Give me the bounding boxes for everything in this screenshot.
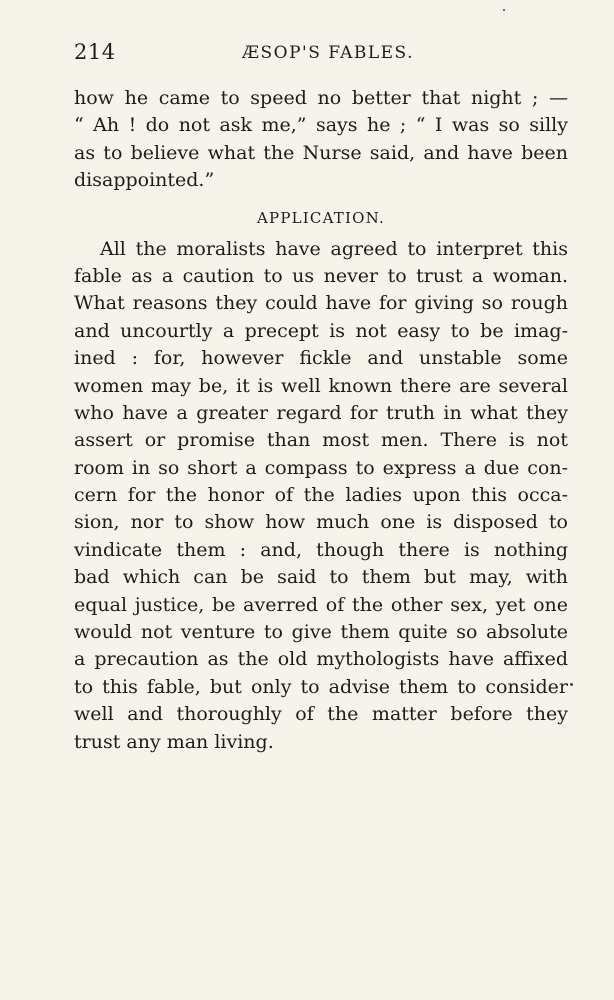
closing-paragraph [74, 85, 568, 195]
text-line: who have a greater regard for truth in what they [74, 401, 568, 424]
text-line: bad which can be said to them but may, with [74, 566, 568, 589]
text-line: well and thoroughly of the matter before they [74, 703, 568, 726]
text-line: All the moralists have agreed to interpret this [100, 237, 568, 260]
text-line: cern for the honor of the ladies upon this occa- [74, 484, 568, 507]
text-line: trust any man living. [74, 730, 274, 753]
text-line: fable as a caution to us never to trust a woman. [74, 264, 568, 287]
text-line: sion, nor to show how much one is disposed to [74, 511, 568, 534]
section-heading: APPLICATION. [257, 208, 385, 227]
text-line: as to believe what the Nurse said, and have been [74, 141, 568, 164]
text-line: vindicate them : and, though there is nothing [74, 538, 568, 561]
text-line: ined : for, however fickle and unstable some [74, 347, 568, 370]
text-line: women may be, it is well known there are several [74, 374, 568, 397]
running-head: ÆSOP'S FABLES. [242, 43, 414, 63]
page-header [74, 40, 566, 68]
text-line: disappointed.” [74, 169, 215, 192]
page-body [74, 85, 568, 756]
text-line: how he came to speed no better that night ; — [74, 87, 568, 109]
text-line: What reasons they could have for giving so rough [74, 292, 568, 315]
text-line: assert or promise than most men. There is not [74, 429, 568, 452]
text-line: a precaution as the old mythologists have affixed [74, 648, 568, 671]
ink-speck [570, 683, 573, 686]
application-paragraph [74, 236, 568, 756]
text-line: “ Ah ! do not ask me,” says he ; “ I was so silly [74, 114, 568, 137]
text-line: equal justice, be averred of the other sex, yet one [74, 593, 568, 616]
text-line: and uncourtly a precept is not easy to be imag- [74, 319, 568, 342]
page-number: 214 [74, 40, 116, 64]
text-line: to this fable, but only to advise them to consider [74, 675, 568, 698]
ink-speck [503, 9, 505, 11]
text-line: room in so short a compass to express a due con- [74, 456, 568, 479]
text-line: would not venture to give them quite so absolute [74, 621, 568, 644]
